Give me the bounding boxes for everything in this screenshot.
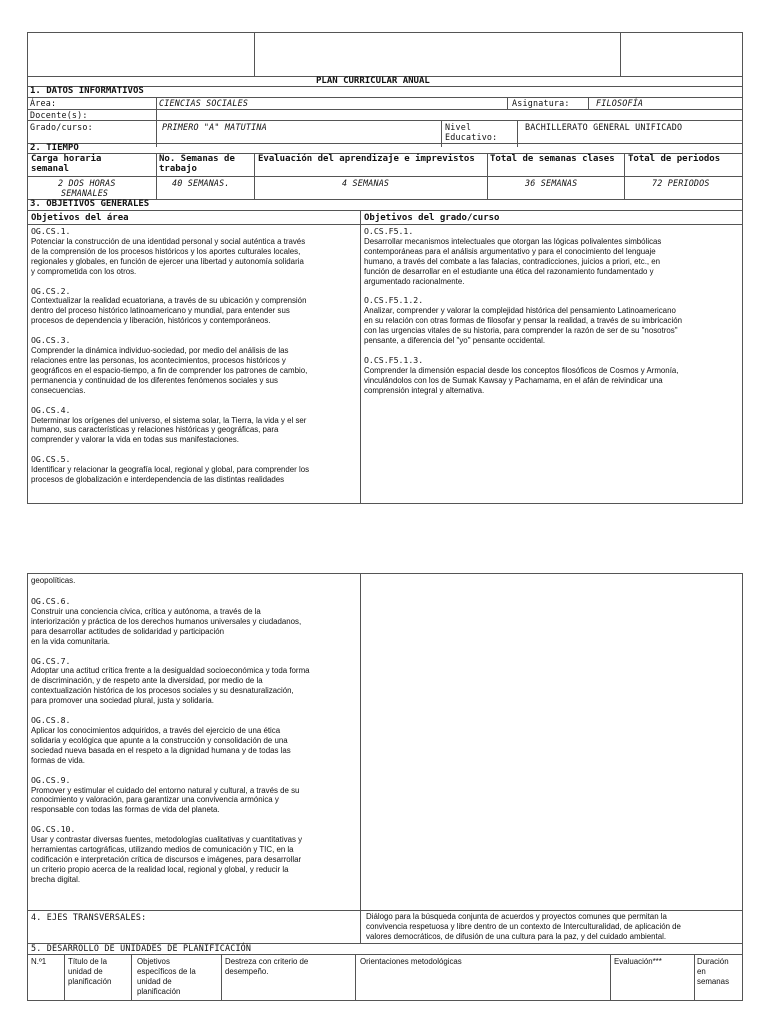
- objetivo-item: [31, 716, 359, 766]
- border-line: [27, 210, 743, 211]
- header-evaluacion: Evaluación del aprendizaje e imprevistos: [258, 154, 475, 164]
- border-line: [27, 109, 743, 110]
- border-line: [620, 32, 621, 76]
- value-semanas-trabajo: 40 SEMANAS.: [172, 178, 230, 188]
- header-carga-horaria: Carga horaria: [31, 154, 102, 164]
- grado-value: PRIMERO "A" MATUTINA: [162, 122, 267, 132]
- border-line: [27, 910, 743, 911]
- objetivo-code: O.CS.F5.1.3.: [364, 354, 424, 365]
- objetivo-text: Analizar, comprender y valorar la complejidad histórica del pensamiento Latinoamericano en su relación con otras formas de filosofar y pensar la realidad, a través de su imbricación con las urgencias vitales de su historia, para comprender la razón de ser de su "nosotros" pensante, a diferencia del "yo" pensante occidental.: [364, 306, 682, 346]
- objetivo-item: [31, 287, 359, 327]
- header-objetivos-especificos: Objetivos específicos de la unidad de planificación: [137, 957, 196, 996]
- objetivo-code: OG.CS.5.: [31, 454, 71, 465]
- objetivo-text: Potenciar la construcción de una identidad personal y social auténtica a través de la comprensión de los procesos históricos y los aportes culturales locales, regionales y globales, en función de ejercer una libertad y autonomía solidaria y comprometida con los otros.: [31, 236, 306, 276]
- grado-label: Grado/curso:: [30, 122, 93, 132]
- value-carga-horaria-2: SEMANALES: [61, 188, 109, 198]
- border-line: [131, 954, 132, 1000]
- border-line: [27, 503, 743, 504]
- objetivo-item: [31, 776, 359, 816]
- border-line: [360, 210, 361, 504]
- border-line: [742, 32, 743, 504]
- header-numero: N.º1: [31, 957, 47, 966]
- objetivo-code: OG.CS.7.: [31, 655, 71, 666]
- header-objetivos-grado: Objetivos del grado/curso: [364, 213, 500, 223]
- section-objetivos: 3. OBJETIVOS GENERALES: [30, 199, 150, 209]
- header-destreza: Destreza con criterio de desempeño.: [225, 957, 309, 976]
- objetivo-text: Promover y estimular el cuidado del entorno natural y cultural, a través de su conocimiento y valoración, para garantizar una convivencia armónica y responsable con todas las formas de vida del planeta.: [31, 785, 300, 815]
- objetivo-text: Aplicar los conocimientos adquiridos, a través del ejercicio de una ética solidaria y ecológica que apunte a la construcción y consolidación de una sociedad nueva basada en el respeto a la dignidad humana y de todas las formas de vida.: [31, 725, 291, 765]
- docente-label: Docente(s):: [30, 110, 88, 120]
- value-total-periodos: 72 PERIODOS: [652, 178, 710, 188]
- border-line: [360, 573, 361, 944]
- objetivo-item: [364, 296, 740, 346]
- objetivo-text: Identificar y relacionar la geografía local, regional y global, para comprender los procesos de globalización e interdependencia de las distintas realidades: [31, 465, 310, 485]
- border-line: [27, 1000, 743, 1001]
- value-carga-horaria: 2 DOS HORAS: [58, 178, 116, 188]
- border-line: [27, 573, 28, 1001]
- header-semanas-trabajo-2: trabajo: [159, 164, 197, 174]
- objetivo-code: OG.CS.8.: [31, 715, 71, 726]
- border-line: [254, 32, 255, 76]
- objetivo-item: [31, 227, 359, 277]
- nivel-label: Nivel: [445, 122, 472, 132]
- page-title: PLAN CURRICULAR ANUAL: [316, 76, 430, 86]
- asignatura-label: Asignatura:: [512, 98, 570, 108]
- nivel-label-2: Educativo:: [445, 132, 498, 142]
- area-label: Área:: [30, 98, 57, 108]
- border-line: [588, 97, 589, 109]
- objetivo-code: OG.CS.9.: [31, 774, 71, 785]
- header-total-semanas: Total de semanas clases: [490, 154, 615, 164]
- objetivo-code: O.CS.F5.1.: [364, 226, 414, 236]
- objetivo-code: OG.CS.1.: [31, 226, 71, 236]
- value-evaluacion: 4 SEMANAS: [342, 178, 390, 188]
- objetivo-text: Contextualizar la realidad ecuatoriana, a través de su ubicación y comprensión dentro del proceso histórico latinoamericano y mundial, para entender sus procesos de dependencia y liberación, históricos y contemporáneos.: [31, 296, 307, 326]
- border-line: [156, 97, 157, 147]
- objetivos-area-list-continued: [31, 597, 359, 895]
- border-line: [355, 954, 356, 1000]
- border-line: [27, 32, 743, 33]
- objetivo-continuacion: geopolíticas.: [31, 576, 76, 585]
- border-line: [610, 954, 611, 1000]
- objetivo-code: OG.CS.3.: [31, 335, 71, 346]
- objetivo-text: Comprender la dimensión espacial desde los conceptos filosóficos de Cosmos y Armonía, vinculándolos con los de Sumak Kawsay y Pachamama, en el afán de reivindicar una comprensión integral y alternativa.: [364, 365, 679, 395]
- objetivo-text: Adoptar una actitud crítica frente a la desigualdad socioeconómica y toda forma de discriminación, y de respeto ante la diversidad, por medio de la contextualización histórica de los procesos sociales y su desnaturalización, para promover una sociedad plural, justa y solidaria.: [31, 666, 310, 706]
- border-line: [27, 32, 28, 504]
- border-line: [27, 573, 743, 574]
- border-line: [64, 954, 65, 1000]
- border-line: [742, 573, 743, 1001]
- border-line: [27, 954, 743, 955]
- border-line: [27, 143, 743, 144]
- objetivo-code: OG.CS.4.: [31, 404, 71, 415]
- objetivo-text: Desarrollar mecanismos intelectuales que otorgan las lógicas polivalentes simbólicas contemporáneas para el análisis argumentativo y para el conocimiento del lenguaje humano, a través del combate a las falacias, contradicciones, juicios a priori, etc., en función de desarrollar en el estudiante una ética del razonamiento fundamentado y argumentado racionalmente.: [364, 236, 662, 286]
- value-total-semanas: 36 SEMANAS: [525, 178, 578, 188]
- objetivo-item: [364, 356, 740, 396]
- header-evaluacion-unidad: Evaluación***: [614, 957, 662, 966]
- objetivo-code: OG.CS.2.: [31, 285, 71, 296]
- header-carga-horaria-2: semanal: [31, 164, 69, 174]
- asignatura-value: FILOSOFÍA: [596, 98, 644, 108]
- objetivos-grado-list: [364, 227, 740, 406]
- section-datos-informativos: 1. DATOS INFORMATIVOS: [30, 86, 144, 96]
- objetivo-item: [31, 657, 359, 707]
- section-tiempo: 2. TIEMPO: [30, 143, 79, 153]
- header-duracion: Duración en semanas: [697, 957, 730, 986]
- header-total-periodos: Total de periodos: [628, 154, 721, 164]
- objetivo-text: Construir una conciencia cívica, crítica y autónoma, a través de la interiorización y práctica de los derechos humanos universales y ciudadanos, para desarrollar actitudes de solidaridad y participación en la vida comunitaria.: [31, 606, 302, 646]
- border-line: [27, 224, 743, 225]
- objetivo-text: Usar y contrastar diversas fuentes, metodologías cualitativas y cuantitativas y herramientas cartográficas, utilizando medios de comunicación y TIC, en la codificación e interpretación crítica de discursos e imágenes, para desarrollar un criterio propio acerca de la realidad local, regional y global, y reducir la brecha digital.: [31, 835, 303, 884]
- header-orientaciones: Orientaciones metodológicas: [360, 957, 462, 966]
- border-line: [507, 97, 508, 109]
- area-value: CIENCIAS SOCIALES: [159, 98, 249, 108]
- objetivo-item: [31, 597, 359, 647]
- objetivo-item: [31, 455, 359, 485]
- section-ejes-transversales: 4. EJES TRANSVERSALES:: [31, 912, 147, 922]
- ejes-text: Diálogo para la búsqueda conjunta de acuerdos y proyectos comunes que permitan la convivencia respetuosa y libre dentro de un contexto de Interculturalidad, de aplicación de valores democráticos, de difusión de una cultura para la paz, y del cuidado ambiental.: [366, 912, 681, 941]
- objetivo-item: [31, 336, 359, 395]
- border-line: [27, 120, 743, 121]
- section-desarrollo: 5. DESARROLLO DE UNIDADES DE PLANIFICACIÓN: [31, 943, 252, 953]
- objetivo-code: OG.CS.6.: [31, 596, 71, 606]
- header-titulo-unidad: Título de la unidad de planificación: [68, 957, 112, 986]
- border-line: [27, 176, 743, 177]
- nivel-value: BACHILLERATO GENERAL UNIFICADO: [525, 122, 683, 132]
- objetivos-area-list: [31, 227, 359, 495]
- border-line: [221, 954, 222, 1000]
- header-objetivos-area: Objetivos del área: [31, 213, 129, 223]
- border-line: [694, 954, 695, 1000]
- objetivo-code: OG.CS.10.: [31, 824, 76, 835]
- objetivo-item: [364, 227, 740, 286]
- header-semanas-trabajo: No. Semanas de: [159, 154, 235, 164]
- objetivo-text: Determinar los orígenes del universo, el sistema solar, la Tierra, la vida y el ser humano, sus características y relaciones históricas y geográficas, para comprender y valorar la vida en todas sus manifestaciones.: [31, 415, 307, 445]
- objetivo-text: Comprender la dinámica individuo-sociedad, por medio del análisis de las relaciones entre las personas, los acontecimientos, procesos históricos y geográficos en el espacio-tiempo, a fin de comprender los patrones de cambio, permanencia y continuidad de los diferentes fenómenos sociales y sus consecuencias.: [31, 346, 308, 395]
- objetivo-code: O.CS.F5.1.2.: [364, 295, 424, 306]
- objetivo-item: [31, 825, 359, 884]
- objetivo-item: [31, 406, 359, 446]
